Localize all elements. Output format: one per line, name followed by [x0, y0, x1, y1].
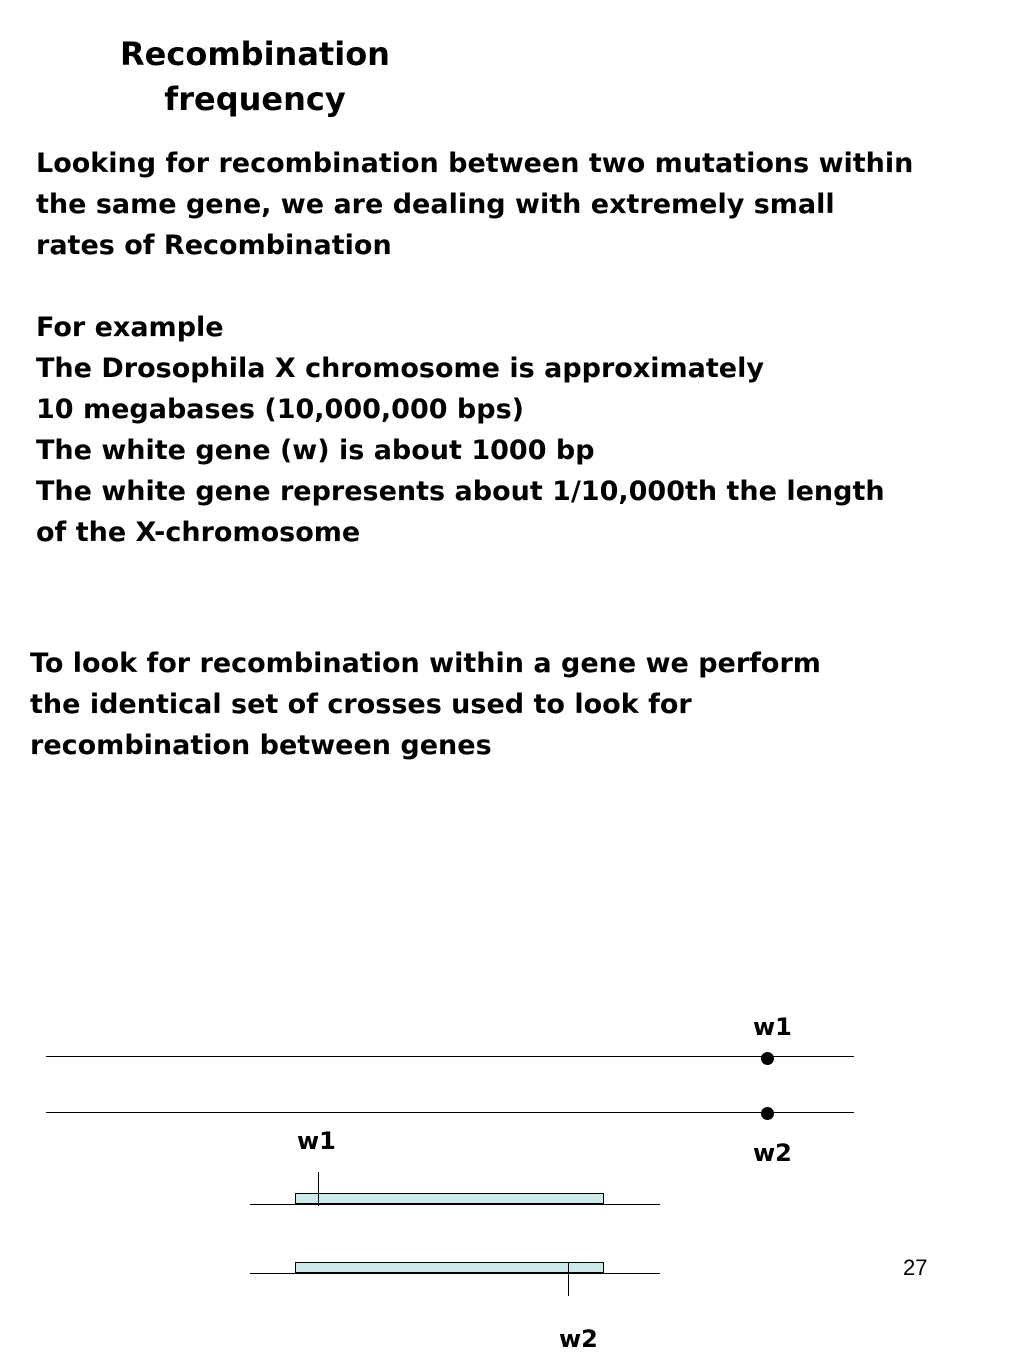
gene-line-bottom	[250, 1273, 660, 1274]
mutation-tick-w1	[318, 1172, 319, 1206]
mutation-tick-w2	[568, 1262, 569, 1296]
title-line-2: frequency	[164, 80, 346, 118]
chromosome-label-w1: w1	[753, 1013, 792, 1041]
gene-line-top	[250, 1204, 660, 1205]
gene-box-bottom	[295, 1262, 604, 1273]
paragraph-example: For example The Drosophila X chromosome is approximately 10 megabases (10,000,000 bps) The white gene (w) is about 1000 bp The white gene represents about 1/10,000th the length of the X-chromosome	[36, 312, 885, 548]
paragraph-crosses: To look for recombination within a gene we perform the identical set of crosses used to look for recombination between genes	[30, 648, 821, 761]
chromosome-line-bottom	[46, 1112, 854, 1113]
gene-label-w1: w1	[297, 1127, 336, 1155]
slide-title	[100, 32, 410, 122]
mutation-dot-w2	[761, 1107, 774, 1120]
chromosome-label-w2: w2	[753, 1139, 792, 1167]
gene-box-top	[295, 1193, 604, 1204]
chromosome-line-top	[46, 1056, 854, 1057]
mutation-dot-w1	[761, 1052, 774, 1065]
paragraph-intro: Looking for recombination between two mutations within the same gene, we are dealing with extremely small rates of Recombination	[36, 148, 914, 261]
page-number: 27	[903, 1255, 928, 1280]
title-line-1: Recombination	[120, 35, 390, 73]
gene-label-w2: w2	[559, 1325, 598, 1353]
